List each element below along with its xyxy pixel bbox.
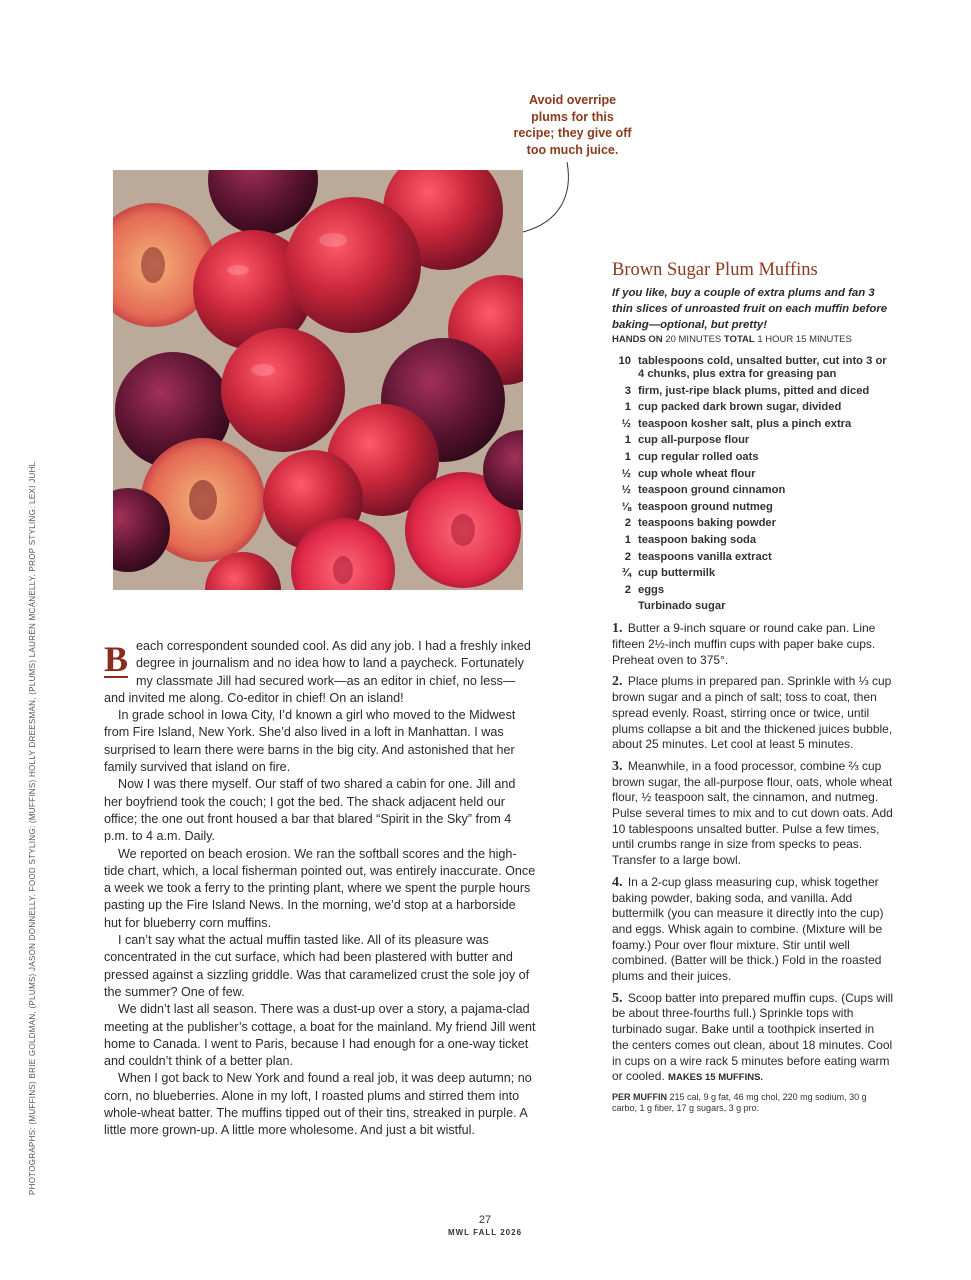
ingredient-quantity: 3: [624, 384, 631, 397]
step-number: 3.: [612, 758, 623, 774]
plums-photo: [113, 170, 523, 590]
hands-on-value: 20 MINUTES: [665, 334, 722, 345]
essay-paragraph: We didn’t last all season. There was a dust-up over a story, a pajama-clad meeting at the publisher’s cottage, a boat for the mainland. My friend Jill went home to Canada. I went to Paris, because I had enough for a one-way ticket and couldn’t think of a better plan.: [104, 1002, 536, 1069]
ingredient-text: teaspoons vanilla extract: [638, 550, 772, 563]
ingredient-item: [612, 551, 894, 564]
callout-line: Avoid overripe: [528, 93, 617, 107]
step-text: Meanwhile, in a food processor, combine ⅔ cup brown sugar, the all-purpose flour, oats, whole wheat flour, ½ teaspoon salt, the cinnamon, and nutmeg. Pulse several times to mix and to cut down oats. Add 10 tablespoons unsalted butter. Pulse a few times, until crumbs range in size from specks to peas. Transfer to a large bowl.: [612, 758, 893, 868]
recipe-yield: MAKES 15 MUFFINS.: [668, 1072, 764, 1084]
essay-paragraph: When I got back to New York and found a real job, it was deep autumn; no corn, no blueberries. Alone in my loft, I roasted plums and stirred them into whole-wheat batter. The muffins tipped out of their tins, streaked in purple. A little more grown-up. A little more wholesome. And just a bit wistful.: [104, 1071, 532, 1138]
ingredient-text: tablespoons cold, unsalted butter, cut into 3 or 4 chunks, plus extra for greasing pan: [638, 355, 887, 380]
essay-paragraph: [104, 638, 536, 707]
ingredient-text: teaspoon baking soda: [638, 533, 757, 546]
ingredient-item: [612, 517, 894, 530]
ingredient-quantity: 1: [624, 401, 631, 414]
recipe-times: [612, 334, 894, 345]
recipe-step: [612, 991, 894, 1086]
essay-paragraph: We reported on beach erosion. We ran the softball scores and the high-tide chart, which, a local fisherman pointed out, was entirely inaccurate. Once a week we took a ferry to the printing plant, where we spent the purple hours pasting up the Fire Island News. In the morning, we’d stop at a harborside hut for blueberry corn muffins.: [104, 846, 536, 930]
essay-body: [104, 638, 536, 1140]
ingredient-list: [612, 355, 894, 613]
step-text: Place plums in prepared pan. Sprinkle with ⅓ cup brown sugar and a pinch of salt; toss to coat, then spread evenly. Roast, stirring once or twice, until plums collapse a bit and the thickened juices bubble, about 25 minutes. Let cool at least 5 minutes.: [612, 674, 893, 752]
hands-on-label: HANDS ON: [612, 334, 663, 345]
recipe-step: [612, 875, 894, 985]
magazine-issue: MWL FALL 2026: [447, 1228, 523, 1237]
recipe-step: [612, 759, 894, 869]
ingredient-quantity: 1: [624, 533, 631, 546]
total-label: TOTAL: [723, 334, 755, 345]
nutrition-info: [612, 1092, 894, 1114]
ingredient-quantity: [612, 600, 631, 613]
plums-icon: [113, 170, 523, 590]
essay-paragraph-text: each correspondent sounded cool. As did any job. I had a freshly inked degree in journalism and no idea how to land a paycheck. Fortunately my classmate Jill had secured work—as an editor in chief, no less—and invited me along. Co-editor in chief! On an island!: [104, 639, 531, 705]
ingredient-item: [612, 567, 894, 580]
step-number: 1.: [612, 621, 623, 637]
ingredient-quantity: ¾: [621, 567, 631, 580]
ingredient-quantity: 10: [618, 355, 631, 367]
ingredient-item: [612, 401, 894, 414]
ingredient-text: cup buttermilk: [638, 567, 716, 580]
step-number: 5.: [612, 990, 623, 1006]
recipe-step: [612, 674, 894, 753]
callout-pointer-line: [515, 160, 575, 235]
ingredient-text: eggs: [638, 583, 665, 596]
essay-paragraph: I can’t say what the actual muffin tasted like. All of its pleasure was concentrated in the cut surface, which had been plastered with butter and pressed against a sizzling griddle. Was that caramelized crust the sole joy of the summer? One of few.: [104, 933, 530, 999]
essay-paragraph: Now I was there myself. Our staff of two shared a cabin for one. Jill and her boyfriend took the couch; I got the bed. The shack adjacent held our office; the one out front housed a bar that blared “Spirit in the Sky” from 4 p.m. to 4 a.m. Daily.: [104, 777, 516, 844]
ingredient-item: [612, 484, 894, 497]
ingredient-item: [612, 355, 894, 381]
ingredient-item: [612, 451, 894, 464]
page-footer: [385, 1214, 585, 1237]
ingredient-quantity: ½: [621, 467, 631, 480]
nutrition-text: 215 cal, 9 g fat, 46 mg chol, 220 mg sodium, 30 g carbo, 1 g fiber, 17 g sugars, 3 g pro.: [612, 1092, 867, 1113]
recipe-title: Brown Sugar Plum Muffins: [612, 260, 818, 280]
ingredient-quantity: ⅛: [621, 500, 631, 513]
photo-credit: PHOTOGRAPHS: (MUFFINS) BRIE GOLDMAN, (PLUMS) JASON DONNELLY. FOOD STYLING: (MUFFINS) HOLLY DREESMAN, (PLUMS) LAUREN MCANELLY. PROP STYLING: LEXI JUHL: [28, 461, 37, 1195]
drop-cap: B: [104, 639, 129, 679]
step-text: Butter a 9-inch square or round cake pan. Line fifteen 2½-inch muffin cups with paper bake cups. Preheat oven to 375°.: [612, 621, 876, 667]
total-value: 1 HOUR 15 MINUTES: [757, 334, 852, 345]
step-text: In a 2-cup glass measuring cup, whisk together baking powder, baking soda, and vanilla. Add buttermilk (you can measure it directly into the cup) and eggs. Whisk again to combine. (Mixture will be foamy.) Pour over flour mixture. Stir until well combined. (Batter will be thick.) Fold in the roasted plums and their juices.: [612, 874, 884, 984]
ingredient-text: teaspoons baking powder: [638, 517, 776, 530]
callout-line: recipe; they give off: [513, 126, 632, 140]
ingredient-text: teaspoon ground nutmeg: [638, 500, 773, 513]
recipe-intro: If you like, buy a couple of extra plums and fan 3 thin slices of unroasted fruit on each muffin before baking—optional, but pretty!: [612, 287, 888, 331]
ingredient-text: teaspoon kosher salt, plus a pinch extra: [638, 417, 852, 430]
recipe-step: [612, 621, 894, 668]
ingredient-item: [612, 534, 894, 547]
step-number: 4.: [612, 874, 623, 890]
nutrition-label: PER MUFFIN: [612, 1092, 667, 1102]
ingredient-item: [612, 600, 894, 613]
step-text: Scoop batter into prepared muffin cups. (Cups will be about three-fourths full.) Sprinkle tops with turbinado sugar. Bake until a toothpick inserted in the centers comes out clean, about 18 minutes. Cool in cups on a wire rack 5 minutes before eating warm or cooled.: [612, 990, 894, 1084]
ingredient-item: [612, 385, 894, 398]
ingredient-item: [612, 468, 894, 481]
ingredient-quantity: 2: [624, 517, 631, 530]
callout-line: too much juice.: [526, 142, 619, 157]
ingredient-text: Turbinado sugar: [638, 600, 726, 613]
ingredient-quantity: 2: [624, 583, 631, 596]
step-number: 2.: [612, 674, 623, 690]
callout-line: plums for this: [531, 109, 614, 124]
ingredient-item: [612, 501, 894, 514]
ingredient-text: teaspoon ground cinnamon: [638, 484, 786, 497]
essay-paragraph: In grade school in Iowa City, I’d known a girl who moved to the Midwest from Fire Island, New York. She’d also lived in a loft in Manhattan. I was surprised to learn there were barns in the big city. And astonished that her family survived that island on fire.: [104, 708, 516, 775]
ingredient-item: [612, 584, 894, 597]
ingredient-text: cup packed dark brown sugar, divided: [638, 401, 842, 414]
ingredient-item: [612, 434, 894, 447]
ingredient-text: firm, just-ripe black plums, pitted and diced: [638, 384, 870, 397]
ingredient-text: cup all-purpose flour: [638, 434, 750, 447]
recipe-steps: [612, 621, 894, 1086]
photo-callout: [505, 92, 640, 158]
ingredient-quantity: ½: [621, 484, 631, 497]
recipe: [612, 260, 894, 1114]
ingredient-quantity: 2: [624, 550, 631, 563]
ingredient-quantity: 1: [624, 434, 631, 447]
ingredient-text: cup regular rolled oats: [638, 450, 759, 463]
ingredient-text: cup whole wheat flour: [638, 467, 756, 480]
ingredient-item: [612, 418, 894, 431]
page-number: 27: [478, 1214, 492, 1226]
ingredient-quantity: ½: [621, 417, 631, 430]
ingredient-quantity: 1: [624, 450, 631, 463]
